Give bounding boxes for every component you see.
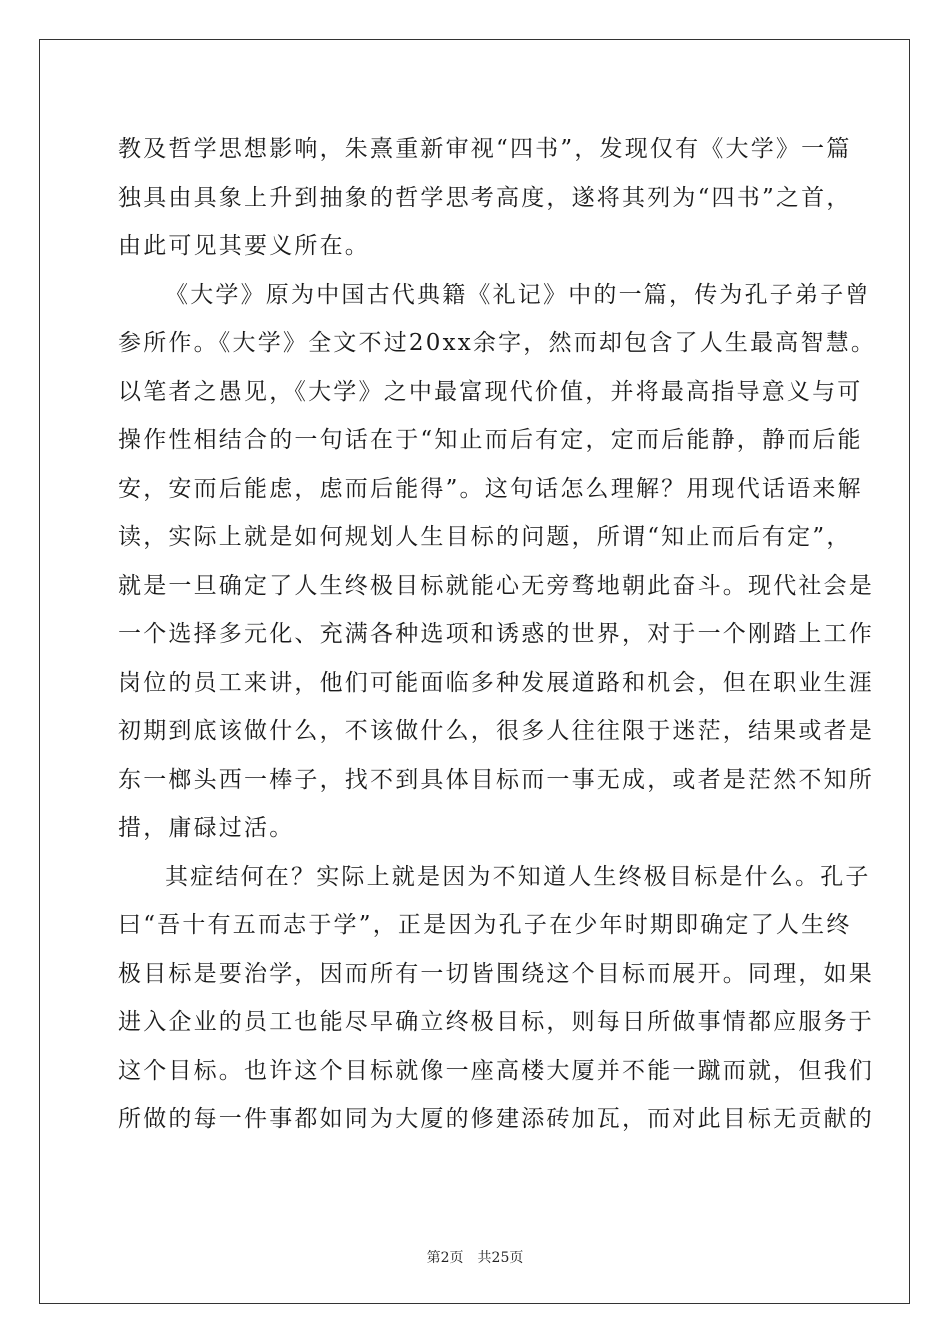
body-text-line: 读，实际上就是如何规划人生目标的问题，所谓“知止而后有定”， (118, 524, 852, 550)
body-text-line: 《大学》原为中国古代典籍《礼记》中的一篇，传为孔子弟子曾 (165, 281, 871, 308)
body-text-line: 一个选择多元化、充满各种选项和诱惑的世界，对于一个刚踏上工作 (118, 621, 874, 647)
body-text-line: 安，安而后能虑，虑而后能得”。这句话怎么理解？用现代话语来解 (118, 475, 863, 502)
body-text-line: 由此可见其要义所在。 (118, 233, 370, 259)
body-text-line: 所做的每一件事都如同为大厦的修建添砖加瓦，而对此目标无贡献的 (118, 1106, 874, 1132)
body-text-line: 进入企业的员工也能尽早确立终极目标，则每日所做事情都应服务于 (118, 1009, 874, 1035)
body-text-line: 曰“吾十有五而志于学”，正是因为孔子在少年时期即确定了人生终 (118, 912, 852, 938)
body-text-line: 其症结何在？实际上就是因为不知道人生终极目标是什么。孔子 (165, 863, 871, 890)
body-text-line: 东一榔头西一棒子，找不到具体目标而一事无成，或者是茫然不知所 (118, 766, 874, 793)
page-number: 第2页 (426, 1250, 464, 1266)
body-text-line: 岗位的员工来讲，他们可能面临多种发展道路和机会，但在职业生涯 (118, 669, 874, 696)
body-text-line: 极目标是要治学，因而所有一切皆围绕这个目标而展开。同理，如果 (118, 960, 874, 987)
body-text-line: 这个目标。也许这个目标就像一座高楼大厦并不能一蹴而就，但我们 (118, 1057, 874, 1084)
body-text-line: 措，庸碌过活。 (118, 815, 295, 841)
page-total: 共25页 (477, 1250, 524, 1266)
page-footer (0, 1247, 950, 1267)
body-text-line: 教及哲学思想影响，朱熹重新审视“四书”，发现仅有《大学》一篇 (118, 136, 852, 162)
body-text-line: 就是一旦确定了人生终极目标就能心无旁骛地朝此奋斗。现代社会是 (118, 572, 874, 599)
document-body (118, 125, 877, 1144)
body-text-line: 以笔者之愚见，《大学》之中最富现代价值，并将最高指导意义与可 (118, 378, 863, 405)
body-text-line: 参所作。《大学》全文不过20xx余字，然而却包含了人生最高智慧。 (118, 330, 877, 356)
body-text-line: 初期到底该做什么，不该做什么，很多人往往限于迷茫，结果或者是 (118, 718, 874, 744)
body-text-line: 操作性相结合的一句话在于“知止而后有定，定而后能静，静而后能 (118, 427, 863, 453)
body-text-line: 独具由具象上升到抽象的哲学思考高度，遂将其列为“四书”之首， (118, 184, 852, 211)
